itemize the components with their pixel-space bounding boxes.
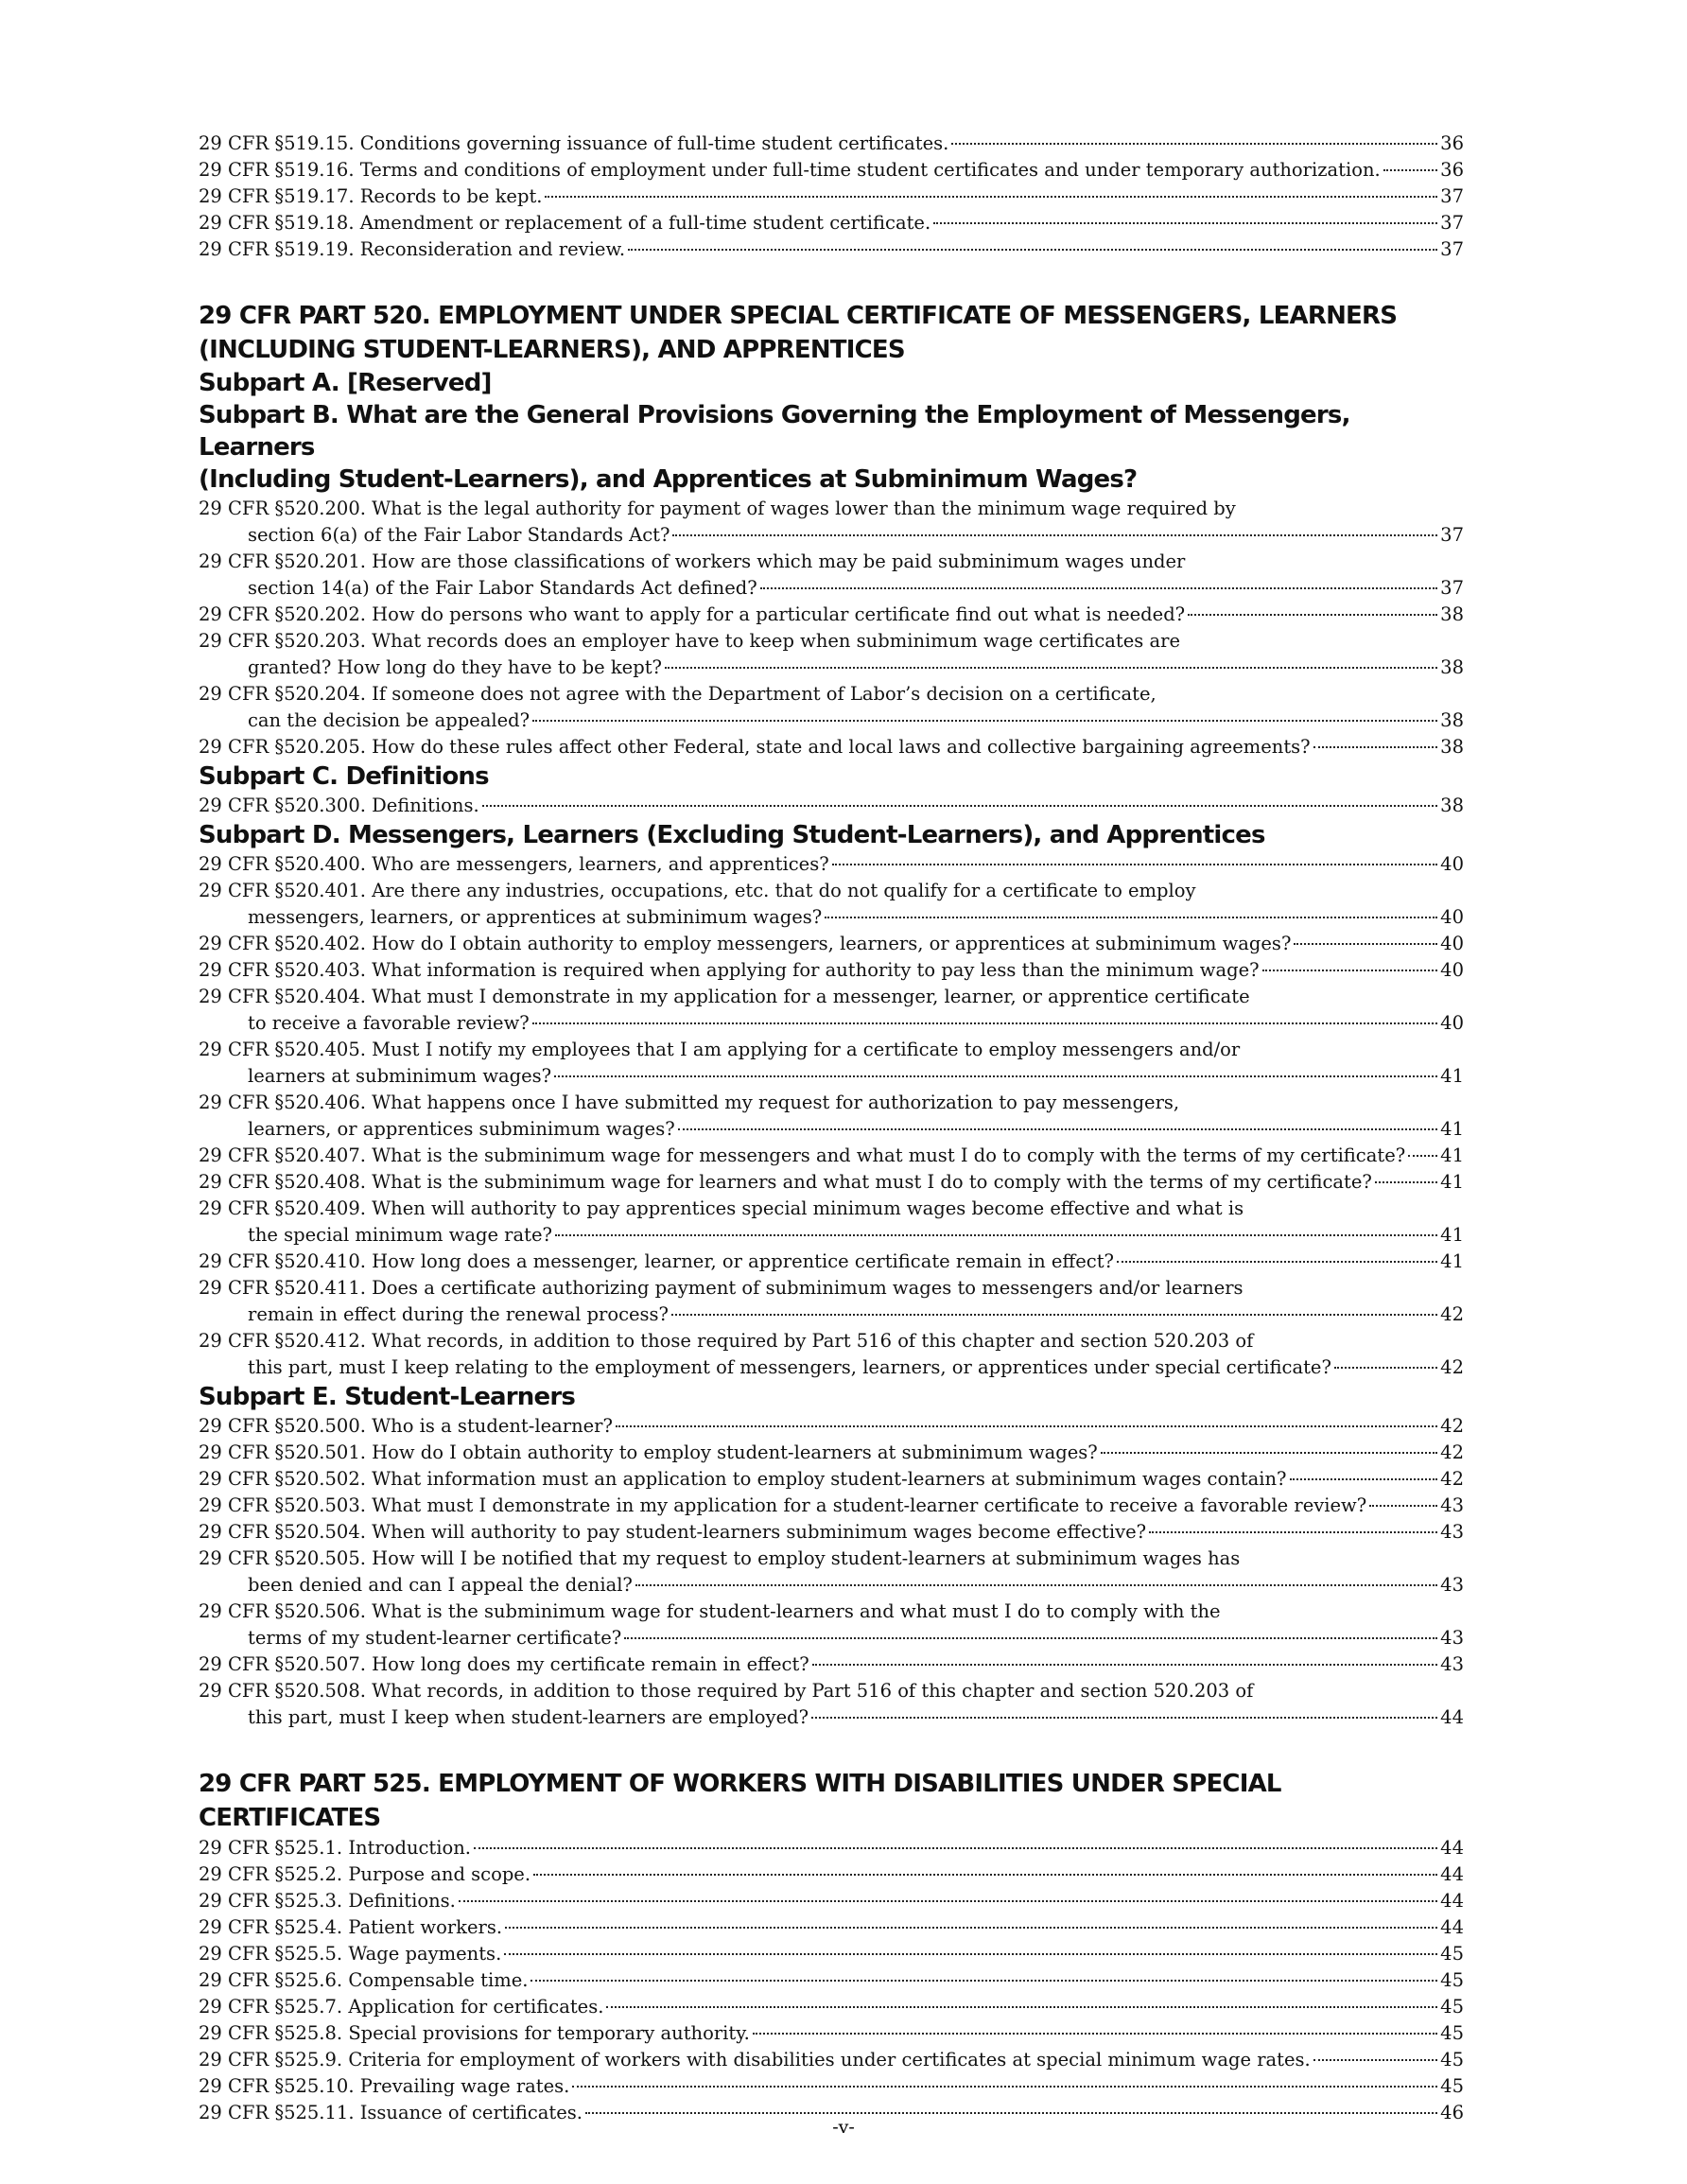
toc-entry-row xyxy=(199,131,1464,157)
toc-entry-row xyxy=(199,851,1464,878)
dot-leader xyxy=(545,196,1437,198)
dot-leader xyxy=(1101,1452,1437,1454)
toc-list-subpart-b xyxy=(199,496,1464,760)
dot-leader xyxy=(760,587,1437,589)
dot-leader xyxy=(1290,1478,1438,1480)
toc-entry-row xyxy=(199,210,1464,236)
toc-entry[interactable] xyxy=(199,1413,1464,1440)
part-520-title-line1: 29 CFR PART 520. EMPLOYMENT UNDER SPECIAL CERTIFICATE OF MESSENGERS, LEARNERS xyxy=(199,302,1398,330)
dot-leader xyxy=(933,222,1437,224)
toc-entry-title: learners, or apprentices subminimum wages? xyxy=(248,1118,675,1140)
toc-entry-row xyxy=(199,931,1464,957)
toc-entry-row xyxy=(199,1116,1464,1143)
toc-entry-page: 43 xyxy=(1440,1521,1464,1543)
toc-entry-title: 29 CFR §520.205. How do these rules affect other Federal, state and local laws and collective bargaining agreements? xyxy=(199,736,1311,758)
toc-list-subpart-c xyxy=(199,793,1464,819)
dot-leader xyxy=(825,917,1437,918)
toc-entry-page: 42 xyxy=(1440,1441,1464,1463)
toc-entry-row xyxy=(199,1967,1464,1994)
toc-entry-title: 29 CFR §520.400. Who are messengers, learners, and apprentices? xyxy=(199,853,829,875)
toc-entry-page: 45 xyxy=(1440,2049,1464,2070)
toc-entry-page: 45 xyxy=(1440,1969,1464,1991)
toc-entry-title: 29 CFR §520.202. How do persons who want to apply for a particular certificate find out what is needed? xyxy=(199,603,1186,625)
toc-entry-row xyxy=(199,793,1464,819)
toc-entry-row xyxy=(199,1169,1464,1196)
toc-entry-page: 41 xyxy=(1440,1065,1464,1087)
toc-entry-page: 43 xyxy=(1440,1627,1464,1649)
toc-entry-title: 29 CFR §519.17. Records to be kept. xyxy=(199,185,543,207)
toc-entry-title: 29 CFR §520.408. What is the subminimum wage for learners and what must I do to comply with the terms of my certificate? xyxy=(199,1171,1372,1193)
toc-entry-title: 29 CFR §525.9. Criteria for employment of workers with disabilities under certificates at special minimum wage rates. xyxy=(199,2049,1311,2070)
toc-entry[interactable] xyxy=(199,1835,1464,1861)
toc-entry-row xyxy=(199,236,1464,263)
toc-entry-page: 37 xyxy=(1440,212,1464,234)
subpart-b-heading-line2: (Including Student-Learners), and Apprentices at Subminimum Wages? xyxy=(199,465,1138,494)
toc-entry-page: 38 xyxy=(1440,736,1464,758)
toc-entry-page: 41 xyxy=(1440,1118,1464,1140)
toc-entry[interactable] xyxy=(199,793,1464,819)
subpart-b-heading-line1: Subpart B. What are the General Provisions Governing the Employment of Messengers, Learners xyxy=(199,401,1350,462)
dot-leader xyxy=(533,1874,1437,1876)
toc-entry-row xyxy=(199,1861,1464,1888)
toc-entry-row xyxy=(199,1519,1464,1546)
toc-entry-row xyxy=(199,1651,1464,1678)
toc-entry-page: 36 xyxy=(1440,132,1464,154)
toc-entry-title: this part, must I keep when student-learners are employed? xyxy=(248,1706,809,1728)
dot-leader xyxy=(532,720,1437,722)
dot-leader xyxy=(1313,746,1438,748)
toc-entry[interactable] xyxy=(199,157,1464,183)
toc-entry-row xyxy=(199,1222,1464,1249)
toc-entry-title: 29 CFR §520.402. How do I obtain authority to employ messengers, learners, or apprentices at subminimum wages? xyxy=(199,933,1292,954)
toc-entry-page: 38 xyxy=(1440,656,1464,678)
toc-entry[interactable] xyxy=(199,1967,1464,1994)
toc-entry-page: 40 xyxy=(1440,959,1464,981)
toc-entry-title: 29 CFR §525.10. Prevailing wage rates. xyxy=(199,2075,570,2097)
toc-entry[interactable] xyxy=(199,878,1464,931)
dot-leader xyxy=(1117,1261,1437,1263)
toc-entry-title: 29 CFR §519.19. Reconsideration and review. xyxy=(199,238,626,260)
toc-entry-title: remain in effect during the renewal process? xyxy=(248,1303,670,1325)
toc-entry[interactable] xyxy=(199,851,1464,878)
toc-entry-title-line1: 29 CFR §520.204. If someone does not agree with the Department of Labor’s decision on a certificate, xyxy=(199,683,1157,705)
toc-entry-title: section 6(a) of the Fair Labor Standards Act? xyxy=(248,524,670,546)
toc-entry[interactable] xyxy=(199,1861,1464,1888)
toc-entry-title-line1: 29 CFR §520.201. How are those classifications of workers which may be paid subminimum wages under xyxy=(199,550,1186,572)
toc-entry-title-line1: 29 CFR §520.203. What records does an employer have to keep when subminimum wage certificates are xyxy=(199,630,1181,652)
toc-entry-title: 29 CFR §520.300. Definitions. xyxy=(199,795,479,816)
toc-entry-title-line1: 29 CFR §520.405. Must I notify my employees that I am applying for a certificate to employ messengers and/or xyxy=(199,1039,1241,1060)
dot-leader xyxy=(624,1637,1437,1639)
toc-entry[interactable] xyxy=(199,628,1464,681)
toc-entry-title: 29 CFR §520.407. What is the subminimum wage for messengers and what must I do to comply with the terms of my certificate? xyxy=(199,1144,1406,1166)
dot-leader xyxy=(1408,1155,1437,1157)
toc-entry-row xyxy=(199,2020,1464,2047)
toc-entry[interactable] xyxy=(199,2047,1464,2073)
toc-entry[interactable] xyxy=(199,1888,1464,1914)
toc-entry[interactable] xyxy=(199,2073,1464,2100)
toc-entry-title: 29 CFR §525.11. Issuance of certificates. xyxy=(199,2102,583,2123)
toc-entry-title: 29 CFR §520.410. How long does a messenger, learner, or apprentice certificate remain in effect? xyxy=(199,1250,1115,1272)
toc-list-part525 xyxy=(199,1835,1464,2126)
dot-leader xyxy=(1369,1505,1437,1507)
toc-entry[interactable] xyxy=(199,1599,1464,1651)
dot-leader xyxy=(474,1847,1437,1849)
toc-entry-title: 29 CFR §520.403. What information is required when applying for authority to pay less than the minimum wage? xyxy=(199,959,1260,981)
toc-entry-title: 29 CFR §519.16. Terms and conditions of employment under full-time student certificates and under temporary authorization. xyxy=(199,159,1381,181)
toc-entry-page: 41 xyxy=(1440,1250,1464,1272)
toc-entry-page: 37 xyxy=(1440,238,1464,260)
toc-entry-row xyxy=(199,1249,1464,1275)
toc-entry[interactable] xyxy=(199,1090,1464,1143)
dot-leader xyxy=(628,249,1437,251)
toc-entry-row xyxy=(199,957,1464,984)
dot-leader xyxy=(504,1953,1437,1955)
toc-entry[interactable] xyxy=(199,1546,1464,1599)
toc-entry-row xyxy=(199,1835,1464,1861)
toc-entry-row xyxy=(199,1704,1464,1731)
dot-leader xyxy=(1262,970,1438,971)
toc-entry[interactable] xyxy=(199,2020,1464,2047)
toc-entry-title: 29 CFR §519.18. Amendment or replacement of a full-time student certificate. xyxy=(199,212,931,234)
toc-entry-title-line1: 29 CFR §520.406. What happens once I have submitted my request for authorization to pay messengers, xyxy=(199,1092,1180,1113)
part-520-heading xyxy=(199,299,1464,367)
toc-entry-page: 40 xyxy=(1440,1012,1464,1034)
toc-entry-row xyxy=(199,708,1464,734)
toc-entry-row xyxy=(199,522,1464,549)
toc-entry-page: 44 xyxy=(1440,1863,1464,1885)
toc-entry-row xyxy=(199,1994,1464,2020)
toc-entry-title-line1: 29 CFR §520.401. Are there any industries, occupations, etc. that do not qualify for a certificate to employ xyxy=(199,880,1196,901)
toc-entry-title: granted? How long do they have to be kept? xyxy=(248,656,662,678)
toc-entry-title: 29 CFR §520.503. What must I demonstrate in my application for a student-learner certificate to receive a favorable review? xyxy=(199,1494,1367,1516)
toc-entry-title: the special minimum wage rate? xyxy=(248,1224,552,1246)
toc-entry[interactable] xyxy=(199,957,1464,984)
toc-entry-title-line1: 29 CFR §520.506. What is the subminimum wage for student-learners and what must I do to comply with the xyxy=(199,1600,1221,1622)
subpart-a-heading: Subpart A. [Reserved] xyxy=(199,369,492,397)
toc-entry-page: 42 xyxy=(1440,1356,1464,1378)
toc-entry-title-line1: 29 CFR §520.200. What is the legal authority for payment of wages lower than the minimum wage required by xyxy=(199,498,1236,519)
dot-leader xyxy=(1313,2059,1437,2061)
toc-entry-title: 29 CFR §519.15. Conditions governing issuance of full-time student certificates. xyxy=(199,132,949,154)
toc-entry-title-line1: 29 CFR §520.505. How will I be notified that my request to employ student-learners at subminimum wages has xyxy=(199,1547,1241,1569)
toc-entry-title: 29 CFR §520.500. Who is a student-learner? xyxy=(199,1415,613,1437)
toc-entry[interactable] xyxy=(199,1249,1464,1275)
toc-entry[interactable] xyxy=(199,1651,1464,1678)
toc-entry-row xyxy=(199,157,1464,183)
toc-entry[interactable] xyxy=(199,1037,1464,1090)
toc-entry[interactable] xyxy=(199,1328,1464,1381)
dot-leader xyxy=(678,1128,1438,1130)
dot-leader xyxy=(555,1234,1437,1236)
dot-leader xyxy=(530,1980,1437,1982)
toc-entry-row xyxy=(199,1302,1464,1328)
toc-entry[interactable] xyxy=(199,549,1464,602)
toc-entry-row xyxy=(199,734,1464,760)
toc-entry-title: messengers, learners, or apprentices at subminimum wages? xyxy=(248,906,823,928)
toc-list-subpart-e xyxy=(199,1413,1464,1731)
toc-entry-row xyxy=(199,904,1464,931)
toc-entry-title: can the decision be appealed? xyxy=(248,709,530,731)
toc-entry[interactable] xyxy=(199,183,1464,210)
toc-entry[interactable] xyxy=(199,236,1464,263)
toc-entry-title-line1: 29 CFR §520.412. What records, in addition to those required by Part 516 of this chapter and section 520.203 of xyxy=(199,1330,1254,1352)
toc-entry[interactable] xyxy=(199,681,1464,734)
toc-entry-title: 29 CFR §525.8. Special provisions for temporary authority. xyxy=(199,2022,750,2044)
subpart-c-heading: Subpart C. Definitions xyxy=(199,762,489,791)
toc-entry-row xyxy=(199,1010,1464,1037)
toc-entry-page: 46 xyxy=(1440,2102,1464,2123)
dot-leader xyxy=(1334,1367,1437,1369)
toc-entry[interactable] xyxy=(199,1196,1464,1249)
toc-entry-page: 45 xyxy=(1440,1943,1464,1965)
toc-entry-row xyxy=(199,1888,1464,1914)
toc-entry-row xyxy=(199,1354,1464,1381)
toc-entry-title: 29 CFR §525.6. Compensable time. xyxy=(199,1969,529,1991)
toc-entry-page: 37 xyxy=(1440,524,1464,546)
toc-entry-page: 40 xyxy=(1440,906,1464,928)
toc-entry-page: 36 xyxy=(1440,159,1464,181)
toc-entry-page: 42 xyxy=(1440,1303,1464,1325)
toc-entry-page: 37 xyxy=(1440,577,1464,599)
toc-entry-row xyxy=(199,1413,1464,1440)
toc-entry-row xyxy=(199,2073,1464,2100)
dot-leader xyxy=(1149,1531,1437,1533)
toc-entry[interactable] xyxy=(199,602,1464,628)
toc-entry-title: terms of my student-learner certificate? xyxy=(248,1627,622,1649)
toc-entry[interactable] xyxy=(199,1941,1464,1967)
toc-page xyxy=(199,131,1464,2126)
toc-entry-page: 40 xyxy=(1440,853,1464,875)
subpart-d-heading: Subpart D. Messengers, Learners (Excluding Student-Learners), and Apprentices xyxy=(199,821,1265,849)
dot-leader xyxy=(665,667,1437,669)
toc-entry-page: 38 xyxy=(1440,709,1464,731)
toc-entry-title-line1: 29 CFR §520.508. What records, in addition to those required by Part 516 of this chapter and section 520.203 of xyxy=(199,1680,1254,1702)
dot-leader xyxy=(616,1425,1437,1427)
toc-entry-page: 41 xyxy=(1440,1144,1464,1166)
toc-entry-title-line1: 29 CFR §520.404. What must I demonstrate in my application for a messenger, learner, or apprentice certificate xyxy=(199,986,1250,1007)
page-number: -v- xyxy=(832,2117,855,2138)
dot-leader xyxy=(811,1717,1437,1719)
toc-entry-page: 45 xyxy=(1440,2022,1464,2044)
toc-entry-row xyxy=(199,1493,1464,1519)
toc-entry-page: 43 xyxy=(1440,1494,1464,1516)
toc-entry-row xyxy=(199,1914,1464,1941)
toc-entry-row xyxy=(199,2047,1464,2073)
toc-entry-row xyxy=(199,575,1464,602)
toc-entry-title: this part, must I keep relating to the employment of messengers, learners, or apprentices under special certificate? xyxy=(248,1356,1331,1378)
toc-entry-page: 41 xyxy=(1440,1224,1464,1246)
toc-entry-row xyxy=(199,1572,1464,1599)
toc-entry-title: section 14(a) of the Fair Labor Standards Act defined? xyxy=(248,577,757,599)
toc-entry-title: 29 CFR §525.2. Purpose and scope. xyxy=(199,1863,531,1885)
toc-entry[interactable] xyxy=(199,1678,1464,1731)
dot-leader xyxy=(832,864,1438,865)
toc-entry-page: 42 xyxy=(1440,1468,1464,1490)
toc-entry-row xyxy=(199,1440,1464,1466)
toc-entry-page: 44 xyxy=(1440,1916,1464,1938)
toc-entry-row xyxy=(199,1063,1464,1090)
toc-entry-title: 29 CFR §520.507. How long does my certificate remain in effect? xyxy=(199,1653,809,1675)
toc-entry-title-line1: 29 CFR §520.411. Does a certificate authorizing payment of subminimum wages to messengers and/or learners xyxy=(199,1277,1244,1299)
toc-entry-title: 29 CFR §525.7. Application for certificates. xyxy=(199,1996,604,2018)
toc-entry-row xyxy=(199,602,1464,628)
toc-entry-row xyxy=(199,1466,1464,1493)
toc-entry-title: to receive a favorable review? xyxy=(248,1012,530,1034)
toc-entry[interactable] xyxy=(199,496,1464,549)
dot-leader xyxy=(606,2006,1437,2008)
toc-entry-page: 43 xyxy=(1440,1574,1464,1596)
toc-entry-title: 29 CFR §525.3. Definitions. xyxy=(199,1890,456,1912)
dot-leader xyxy=(635,1584,1437,1586)
dot-leader xyxy=(951,143,1437,145)
toc-entry[interactable] xyxy=(199,1143,1464,1169)
toc-entry-title: been denied and can I appeal the denial? xyxy=(248,1574,633,1596)
toc-entry-row xyxy=(199,1941,1464,1967)
toc-entry[interactable] xyxy=(199,1275,1464,1328)
toc-entry-page: 45 xyxy=(1440,2075,1464,2097)
toc-entry[interactable] xyxy=(199,984,1464,1037)
dot-leader xyxy=(1294,943,1437,945)
toc-entry-page: 38 xyxy=(1440,603,1464,625)
toc-entry[interactable] xyxy=(199,931,1464,957)
dot-leader xyxy=(753,2033,1437,2035)
toc-entry[interactable] xyxy=(199,734,1464,760)
toc-entry-row xyxy=(199,655,1464,681)
dot-leader xyxy=(482,805,1437,807)
toc-entry-title: learners at subminimum wages? xyxy=(248,1065,552,1087)
toc-entry-page: 43 xyxy=(1440,1653,1464,1675)
dot-leader xyxy=(672,534,1437,536)
toc-entry-row xyxy=(199,1625,1464,1651)
dot-leader xyxy=(1375,1181,1437,1183)
dot-leader xyxy=(554,1075,1437,1077)
toc-entry-row xyxy=(199,1143,1464,1169)
toc-entry-page: 44 xyxy=(1440,1890,1464,1912)
part-520-title-line2: (INCLUDING STUDENT-LEARNERS), AND APPRENTICES xyxy=(199,336,905,364)
subpart-e-heading: Subpart E. Student-Learners xyxy=(199,1383,576,1411)
dot-leader xyxy=(505,1927,1437,1929)
dot-leader xyxy=(812,1664,1437,1666)
toc-entry-page: 40 xyxy=(1440,933,1464,954)
toc-list-subpart-d xyxy=(199,851,1464,1381)
toc-entry-title: 29 CFR §520.502. What information must an application to employ student-learners at subminimum wages contain? xyxy=(199,1468,1287,1490)
toc-entry[interactable] xyxy=(199,1914,1464,1941)
toc-entry[interactable] xyxy=(199,1466,1464,1493)
toc-list-part519 xyxy=(199,131,1464,263)
toc-entry[interactable] xyxy=(199,1169,1464,1196)
toc-entry[interactable] xyxy=(199,1994,1464,2020)
toc-entry-title: 29 CFR §525.1. Introduction. xyxy=(199,1837,472,1859)
toc-entry[interactable] xyxy=(199,1440,1464,1466)
toc-entry-page: 37 xyxy=(1440,185,1464,207)
dot-leader xyxy=(459,1900,1437,1902)
part-525-title: 29 CFR PART 525. EMPLOYMENT OF WORKERS WITH DISABILITIES UNDER SPECIAL CERTIFICATES xyxy=(199,1770,1281,1832)
toc-entry[interactable] xyxy=(199,131,1464,157)
toc-entry-row xyxy=(199,183,1464,210)
toc-entry-title: 29 CFR §520.501. How do I obtain authority to employ student-learners at subminimum wages? xyxy=(199,1441,1098,1463)
dot-leader xyxy=(572,2086,1437,2088)
toc-entry[interactable] xyxy=(199,1519,1464,1546)
toc-entry-title: 29 CFR §525.4. Patient workers. xyxy=(199,1916,503,1938)
toc-entry-page: 44 xyxy=(1440,1706,1464,1728)
toc-entry-title: 29 CFR §520.504. When will authority to pay student-learners subminimum wages become effective? xyxy=(199,1521,1147,1543)
dot-leader xyxy=(1383,169,1437,171)
toc-entry[interactable] xyxy=(199,1493,1464,1519)
dot-leader xyxy=(585,2112,1437,2114)
toc-entry-page: 44 xyxy=(1440,1837,1464,1859)
dot-leader xyxy=(532,1022,1437,1024)
toc-entry[interactable] xyxy=(199,210,1464,236)
toc-entry-page: 45 xyxy=(1440,1996,1464,2018)
toc-entry-page: 41 xyxy=(1440,1171,1464,1193)
toc-entry-title-line1: 29 CFR §520.409. When will authority to pay apprentices special minimum wages become effective and what is xyxy=(199,1197,1244,1219)
dot-leader xyxy=(1188,614,1437,616)
toc-entry-page: 42 xyxy=(1440,1415,1464,1437)
dot-leader xyxy=(671,1314,1437,1316)
toc-entry-title: 29 CFR §525.5. Wage payments. xyxy=(199,1943,502,1965)
toc-entry-page: 38 xyxy=(1440,795,1464,816)
